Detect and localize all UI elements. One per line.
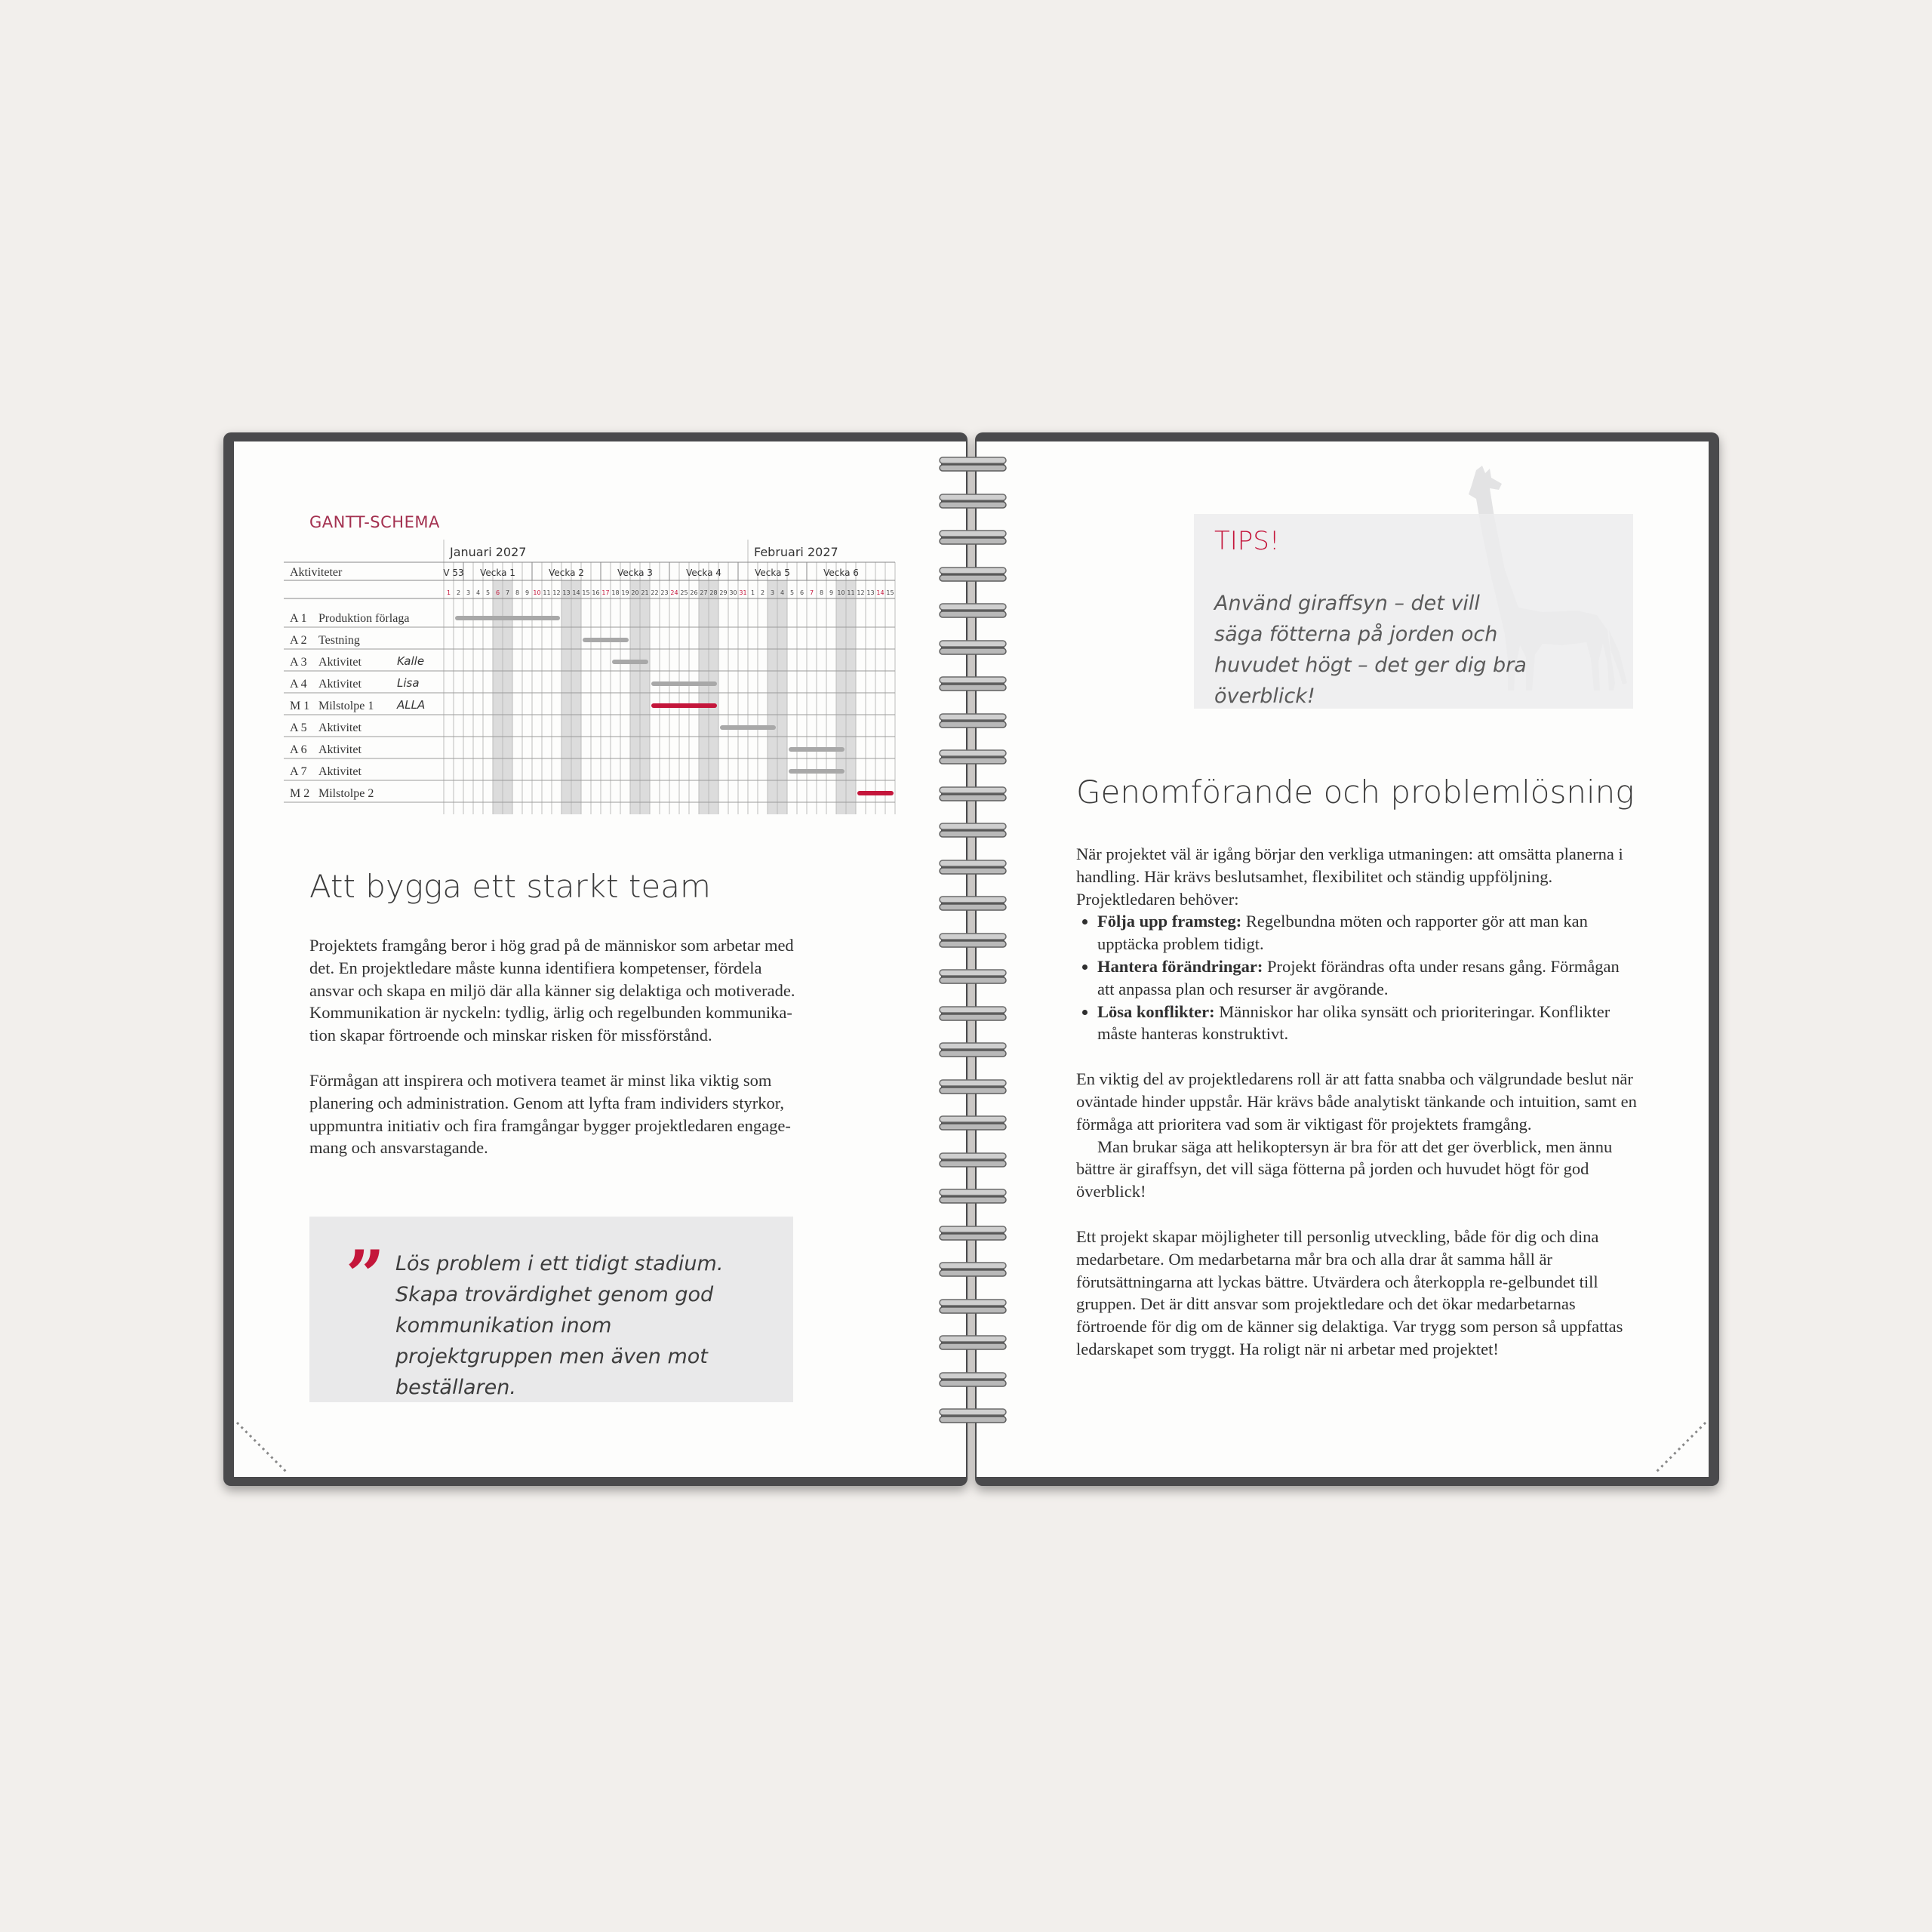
gantt-week-label: Vecka 6	[823, 568, 859, 578]
gantt-row-code: A 2	[290, 634, 307, 647]
spiral-coil	[938, 709, 1008, 732]
gantt-day-number: 7	[809, 589, 814, 596]
gantt-day-number: 16	[592, 589, 600, 596]
gantt-activities-header: Aktiviteter	[290, 566, 343, 579]
gantt-day-number: 22	[651, 589, 659, 596]
quote-box	[309, 1217, 793, 1402]
tips-text: Använd giraffsyn – det vill säga fötterna på jorden och huvudet högt – det ger dig bra överblick!	[1214, 592, 1527, 708]
gantt-day-number: 2	[456, 589, 461, 596]
right-paragraph-3: Man brukar säga att helikoptersyn är bra för att det ger överblick, men ännu bättre är giraffsyn, det vill säga fötterna på jorden och huvudet högt för god överblick!	[1076, 1137, 1613, 1201]
gantt-row-name: Aktivitet	[318, 678, 361, 691]
gantt-week-label: Vecka 5	[755, 568, 790, 578]
gantt-day-number: 12	[552, 589, 561, 596]
gantt-day-number: 5	[485, 589, 491, 596]
spiral-coil	[938, 965, 1008, 988]
gantt-week-label: Vecka 2	[549, 568, 584, 578]
spiral-coil	[938, 892, 1008, 915]
bullet-item	[1097, 910, 1638, 955]
quote-text: Lös problem i ett tidigt stadium. Skapa trovärdighet genom god kommunikation inom projektgruppen men även mot beställaren.	[395, 1252, 724, 1399]
gantt-week-label: Vecka 1	[480, 568, 515, 578]
bullet-bold: Lösa konflikter:	[1097, 1001, 1215, 1021]
left-body	[309, 934, 800, 1159]
gantt-week-label: V 53	[443, 568, 464, 578]
gantt-row-name: Aktivitet	[318, 765, 361, 778]
gantt-day-number: 20	[631, 589, 639, 596]
gantt-row-person: Lisa	[397, 676, 420, 690]
spiral-coil	[938, 1258, 1008, 1281]
gantt-bar	[583, 638, 629, 642]
gantt-day-number: 27	[700, 589, 708, 596]
spiral-coil	[938, 1038, 1008, 1061]
gantt-day-number: 10	[533, 589, 541, 596]
gantt-day-number: 29	[719, 589, 728, 596]
gantt-row-name: Aktivitet	[318, 743, 361, 756]
gantt-row-code: A 3	[290, 656, 307, 669]
gantt-day-number: 12	[857, 589, 865, 596]
gantt-day-number: 24	[670, 589, 678, 596]
bullet-text: Människor har olika synsätt och prioriteringar. Konflikter måste hanteras konstruktivt.	[1097, 1001, 1611, 1044]
bullet-item	[1097, 955, 1638, 1001]
gantt-row-name: Produktion förlaga	[318, 612, 410, 625]
gantt-week-label: Vecka 3	[617, 568, 653, 578]
gantt-day-number: 23	[660, 589, 669, 596]
spiral-coil	[938, 1331, 1008, 1354]
right-body	[1076, 843, 1638, 1361]
gantt-day-number: 11	[543, 589, 551, 596]
gantt-weekend-column	[571, 580, 581, 814]
spiral-coil	[938, 1185, 1008, 1208]
gantt-row-name: Aktivitet	[318, 721, 361, 734]
gantt-day-number: 8	[515, 589, 520, 596]
gantt-weekend-column	[768, 580, 777, 814]
gantt-bar	[651, 681, 717, 686]
bullet-bold: Följa upp framsteg:	[1097, 912, 1242, 931]
gantt-day-number: 11	[847, 589, 855, 596]
left-paragraph-1: Projektets framgång beror i hög grad på de människor som arbetar med det. En projektledare måste kunna identifiera kompetenser, fördela ansvar och skapa en miljö där alla känner sig delaktiga och motiverade. Kommunikation är nyckeln: tydlig, ärlig och regelbunden kommunika-tion skapar förtroende och minskar risken för missförstånd.	[309, 936, 795, 1045]
spiral-coil	[938, 1404, 1008, 1427]
gantt-weekend-column	[561, 580, 571, 814]
gantt-row-code: A 4	[290, 678, 307, 691]
gantt-weekend-column	[836, 580, 846, 814]
gantt-bar	[651, 703, 717, 708]
gantt-day-number: 8	[819, 589, 824, 596]
gantt-weekend-column	[640, 580, 650, 814]
gantt-bar	[612, 660, 648, 664]
gantt-month-label: Januari 2027	[450, 545, 527, 559]
spiral-coil	[938, 856, 1008, 878]
gantt-day-number: 6	[495, 589, 500, 596]
gantt-weekend-column	[630, 580, 640, 814]
gantt-weekend-column	[493, 580, 503, 814]
gantt-day-number: 17	[601, 589, 610, 596]
tips-box	[1194, 514, 1633, 709]
gantt-day-number: 2	[760, 589, 765, 596]
gantt-month-label: Februari 2027	[754, 545, 838, 559]
spiral-coil	[938, 1368, 1008, 1391]
gantt-weekend-column	[846, 580, 856, 814]
gantt-chart	[284, 540, 940, 819]
gantt-day-number: 28	[709, 589, 718, 596]
gantt-week-label: Vecka 4	[686, 568, 721, 578]
gantt-row-code: A 7	[290, 765, 307, 778]
gantt-day-number: 14	[876, 589, 884, 596]
spiral-coil	[938, 929, 1008, 952]
spiral-coil	[938, 783, 1008, 805]
spiral-coil	[938, 453, 1008, 475]
gantt-bar	[857, 791, 894, 795]
bullet-bold: Hantera förändringar:	[1097, 956, 1263, 976]
gantt-day-number: 4	[780, 589, 785, 596]
bullet-item	[1097, 1001, 1638, 1046]
page-heading-left: Att bygga ett starkt team	[309, 868, 711, 905]
spiral-coil	[938, 1295, 1008, 1318]
bullet-text: Regelbundna möten och rapporter gör att man kan upptäcka problem tidigt.	[1097, 912, 1588, 954]
gantt-weekend-column	[709, 580, 718, 814]
gantt-day-number: 18	[611, 589, 620, 596]
gantt-day-number: 25	[680, 589, 688, 596]
bullet-list	[1076, 910, 1638, 1045]
gantt-day-number: 21	[641, 589, 649, 596]
gantt-day-number: 15	[582, 589, 590, 596]
gantt-day-number: 10	[837, 589, 845, 596]
gantt-day-number: 19	[621, 589, 629, 596]
gantt-day-number: 3	[466, 589, 471, 596]
spiral-coil	[938, 746, 1008, 768]
gantt-day-number: 1	[750, 589, 755, 596]
gantt-day-number: 13	[866, 589, 875, 596]
gantt-day-number: 5	[789, 589, 795, 596]
gantt-row-code: A 6	[290, 743, 307, 756]
gantt-weekend-column	[503, 580, 512, 814]
gantt-row-code: A 1	[290, 612, 307, 625]
spiral-coil	[938, 819, 1008, 841]
gantt-day-number: 31	[739, 589, 747, 596]
gantt-bar	[789, 747, 844, 752]
gantt-row-name: Milstolpe 1	[318, 700, 374, 712]
gantt-day-number: 15	[886, 589, 894, 596]
spiral-coil	[938, 1222, 1008, 1244]
page-heading-right: Genomförande och problemlösning	[1076, 774, 1635, 811]
gantt-bar	[720, 725, 776, 730]
gantt-day-number: 13	[562, 589, 571, 596]
spiral-coil	[938, 599, 1008, 622]
spiral-coil	[938, 1149, 1008, 1171]
gantt-day-number: 26	[690, 589, 698, 596]
gantt-day-number: 30	[729, 589, 737, 596]
quote-mark-icon: ”	[346, 1235, 385, 1315]
right-intro: När projektet väl är igång börjar den verkliga utmaningen: att omsätta planerna i handling. Här krävs beslutsamhet, flexibilitet och ständig uppföljning. Projektledaren behöver:	[1076, 844, 1623, 909]
spiral-coil	[938, 563, 1008, 586]
left-paragraph-2: Förmågan att inspirera och motivera teamet är minst lika viktig som planering och administration. Genom att lyfta fram individers styrkor, uppmuntra initiativ och fira framgångar bygger projektledaren engage-mang och ansvarstagande.	[309, 1070, 791, 1158]
gantt-row-name: Milstolpe 2	[318, 787, 374, 800]
right-paragraph-4: Ett projekt skapar möjligheter till personlig utveckling, både för dig och dina medarbetare. Om medarbetarna mår bra och alla drar åt samma håll är förutsättningarna att lyckas bättre. Utvärdera och återkoppla re-gelbundet till gruppen. Det är ditt ansvar som projektledare och det ökar medarbetarnas förtroende för dig om de känner sig delaktiga. Var trygg som person så uppfattas ledarskapet som tryggt. Ha roligt när ni arbetar med projektet!	[1076, 1226, 1623, 1358]
page-corner-left	[234, 1420, 291, 1477]
gantt-row-person: ALLA	[397, 698, 426, 712]
gantt-day-number: 9	[829, 589, 834, 596]
gantt-row-name: Aktivitet	[318, 656, 361, 669]
gantt-day-number: 6	[799, 589, 804, 596]
left-page	[234, 441, 966, 1477]
gantt-day-number: 7	[505, 589, 510, 596]
right-page	[977, 441, 1709, 1477]
spiral-coil	[938, 1075, 1008, 1098]
gantt-row-name: Testning	[318, 634, 360, 647]
gantt-weekend-column	[699, 580, 709, 814]
gantt-bar	[455, 616, 560, 620]
gantt-bar	[789, 769, 844, 774]
gantt-day-number: 9	[525, 589, 530, 596]
spiral-coil	[938, 490, 1008, 512]
gantt-day-number: 3	[770, 589, 775, 596]
spiral-coil	[938, 526, 1008, 549]
gantt-day-number: 4	[475, 589, 481, 596]
gantt-day-number: 14	[572, 589, 580, 596]
gantt-title: GANTT-SCHEMA	[309, 513, 440, 531]
right-paragraph-2: En viktig del av projektledarens roll är att fatta snabba och välgrundade beslut när oväntade hinder uppstår. Här krävs både analytiskt tänkande och intuition, samt en förmåga att prioritera vad som är viktigast för projektets framgång.	[1076, 1069, 1637, 1134]
gantt-day-number: 1	[446, 589, 451, 596]
gantt-row-code: A 5	[290, 721, 307, 734]
page-corner-right	[1651, 1420, 1709, 1477]
bullet-text: Projekt förändras ofta under resans gång. Förmågan att anpassa plan och resurser är avgörande.	[1097, 956, 1620, 998]
gantt-row-person: Kalle	[397, 654, 425, 668]
gantt-weekend-column	[777, 580, 787, 814]
tips-title: TIPS!	[1214, 526, 1280, 556]
spiral-coil	[938, 1002, 1008, 1025]
spiral-coil	[938, 1112, 1008, 1134]
gantt-row-code: M 1	[290, 700, 310, 712]
spiral-coil	[938, 672, 1008, 695]
spiral-coil	[938, 636, 1008, 659]
gantt-row-code: M 2	[290, 787, 310, 800]
